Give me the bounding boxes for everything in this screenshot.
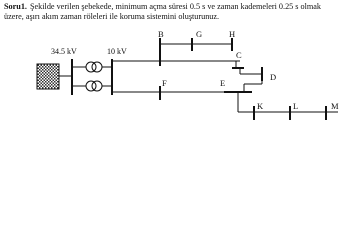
transformer-2-primary-winding <box>86 81 96 91</box>
voltage-label-10kv: 10 kV <box>107 47 127 56</box>
question-label: Soru1. <box>4 2 27 11</box>
transformer-1-primary-winding <box>86 62 96 72</box>
bus-label-f: F <box>162 78 167 88</box>
bus-label-k: K <box>257 101 264 111</box>
bus-label-m: M <box>331 101 339 111</box>
bus-label-d: D <box>270 72 277 82</box>
bus-label-b: B <box>158 29 164 39</box>
transformer-2-secondary-winding <box>92 81 102 91</box>
bus-label-l: L <box>293 101 299 111</box>
bus-label-g: G <box>196 29 203 39</box>
bus-label-c: C <box>236 50 242 60</box>
question-line-1: Şekilde verilen şebekede, minimum açma süresi 0.5 s ve zaman kademeleri 0.25 s olmak <box>29 2 322 11</box>
voltage-label-34kv: 34.5 kV <box>51 47 77 56</box>
transformer-1-secondary-winding <box>92 62 102 72</box>
question-line-2: üzere, aşırı akım zaman röleleri ile koruma sistemini oluşturunuz. <box>4 12 220 21</box>
bus-label-e: E <box>220 78 226 88</box>
external-grid-source <box>37 64 59 89</box>
bus-label-h: H <box>229 29 236 39</box>
